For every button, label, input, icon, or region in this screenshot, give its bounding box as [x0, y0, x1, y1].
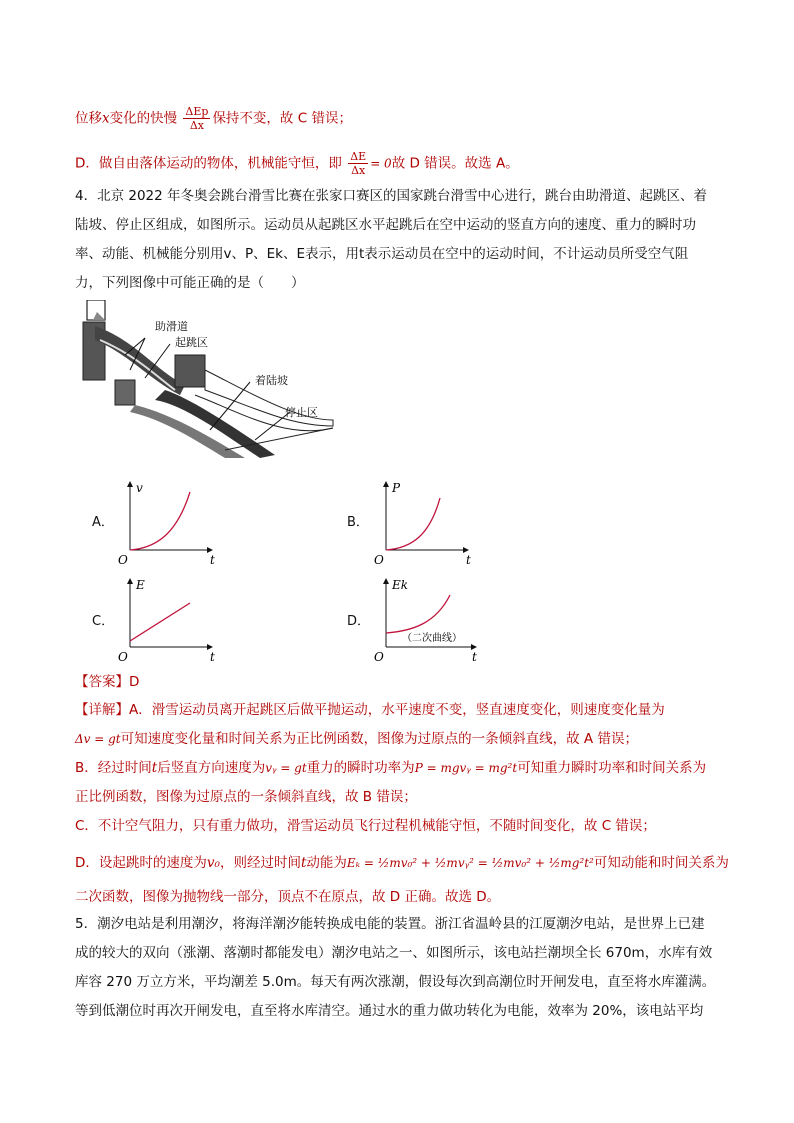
- math: Δv = gt: [75, 732, 121, 746]
- text: B．经过时间: [75, 760, 152, 776]
- graph-d-xlabel: t: [472, 650, 477, 663]
- math: = 0: [370, 156, 392, 171]
- text: 可知速度变化量和时间关系为正比例函数，图像为过原点的一条倾斜直线，故 A 错误；: [120, 731, 638, 747]
- q4-line-1: 4．北京 2022 年冬奥会跳台滑雪比赛在张家口赛区的国家跳台滑雪中心进行，跳台由助滑道、起跳区、着: [75, 188, 708, 204]
- graph-a-xlabel: t: [210, 553, 215, 566]
- top-line-1: [75, 105, 352, 132]
- graph-d-origin: O: [374, 650, 384, 663]
- graph-b: [368, 478, 478, 566]
- graph-a-ylabel: v: [136, 481, 143, 495]
- graph-b-ylabel: P: [392, 481, 401, 495]
- explain-b-line1: [75, 758, 706, 778]
- q5-line-2: 成的较大的双向（涨潮、落潮时都能发电）潮汐电站之一、如图所示，该电站拦潮坝全长 670m，水库有效: [75, 945, 713, 961]
- graph-d-note: （二次曲线）: [402, 633, 462, 644]
- explain-d-line1: [75, 853, 729, 873]
- text: 后竖直方向速度为: [157, 760, 266, 776]
- explain-a-line2: [75, 729, 638, 749]
- math: P = mgvᵧ = mg²t: [414, 761, 518, 775]
- q4-line-4: 力，下列图像中可能正确的是（ ）: [75, 275, 305, 291]
- explain-a-line1: [75, 700, 665, 720]
- option-b-label[interactable]: B．: [347, 515, 369, 530]
- text: 保持不变，故 C 错误；: [212, 110, 352, 127]
- fraction-dE-dx: [348, 150, 368, 177]
- label-zhuhuadao: 助滑道: [155, 320, 188, 333]
- graph-c-origin: O: [118, 650, 128, 663]
- text: 位移: [75, 110, 102, 127]
- q5-line-1: 5．潮汐电站是利用潮汐，将海洋潮汐能转换成电能的装置。浙江省温岭县的江厦潮汐电站，是世界上已建: [75, 916, 705, 932]
- text: D．设起跳时的速度为: [75, 855, 207, 871]
- graph-b-xlabel: t: [466, 553, 471, 566]
- math: Eₖ = ½mv₀² + ½mvᵧ² = ½mv₀² + ½mg²t²: [346, 856, 594, 870]
- var-t: t: [151, 760, 158, 776]
- text: D．做自由落体运动的物体，机械能守恒，即: [75, 155, 342, 172]
- q4-line-2: 陆坡、停止区组成，如图所示。运动员从起跳区水平起跳后在空中运动的竖直方向的速度、重力的瞬时功: [75, 217, 696, 233]
- text: 可知动能和时间关系为: [593, 855, 729, 871]
- option-a-label[interactable]: A．: [92, 515, 114, 530]
- q5-line-4: 等到低潮位时再次开闸发电，直至将水库清空。通过水的重力做功转化为电能，效率为 20%，该电站平均: [75, 1003, 704, 1019]
- var-x: x: [102, 110, 110, 127]
- frac-den: Δx: [351, 164, 366, 177]
- graph-b-origin: O: [374, 553, 384, 566]
- text: 可知重力瞬时功率和时间关系为: [517, 760, 707, 776]
- q4-line-3: 率、动能、机械能分别用v、P、Ek、E表示，用t表示运动员在空中的运动时间，不计运动员所受空气阻: [75, 246, 689, 262]
- option-d-label[interactable]: D．: [347, 614, 371, 629]
- text: 变化的快慢: [109, 110, 178, 127]
- graph-a-origin: O: [118, 553, 128, 566]
- answer-label: 【答案】D: [75, 674, 140, 690]
- explain-d-line2: 二次函数，图像为抛物线一部分，顶点不在原点，故 D 正确。故选 D。: [75, 889, 501, 905]
- fraction-dEp-dx: [183, 105, 210, 132]
- text: 故 D 错误。故选 A。: [391, 155, 519, 172]
- option-c-label[interactable]: C．: [92, 614, 115, 629]
- frac-num: ΔE: [350, 150, 367, 163]
- frac-den: Δx: [189, 119, 204, 132]
- ski-jump-figure: [75, 300, 335, 460]
- q5-line-3: 库容 270 万立方米，平均潮差 5.0m。每天有两次涨潮，假设每次到高潮位时开闸发电，直至将水库灌满。: [75, 974, 716, 990]
- graph-a: [112, 478, 222, 566]
- label-zhuolupo: 着陆坡: [255, 374, 288, 387]
- graph-d: [368, 575, 488, 663]
- math: vᵧ = gt: [265, 761, 307, 775]
- text: 动能为: [306, 855, 347, 871]
- frac-num: ΔEp: [185, 105, 209, 118]
- text: A．滑雪运动员离开起跳区后做平抛运动，水平速度不变，竖直速度变化，则速度变化量为: [129, 702, 665, 718]
- graph-c-ylabel: E: [136, 578, 145, 592]
- var-t: t: [300, 855, 307, 871]
- explain-c-line1: C．不计空气阻力，只有重力做功，滑雪运动员飞行过程机械能守恒，不随时间变化，故 C 错误；: [75, 818, 656, 834]
- graph-d-ylabel: Ek: [392, 578, 409, 592]
- var-v0: v₀: [206, 855, 220, 871]
- graph-c-xlabel: t: [210, 650, 215, 663]
- detail-label: 【详解】: [75, 702, 129, 718]
- explain-b-line2: 正比例函数，图像为过原点的一条倾斜直线，故 B 错误；: [75, 789, 417, 805]
- text: 重力的瞬时功率为: [306, 760, 415, 776]
- top-line-2: [75, 150, 519, 177]
- label-tingzhiqu: 停止区: [285, 406, 318, 419]
- text: ，则经过时间: [219, 855, 301, 871]
- graph-c: [112, 575, 222, 663]
- label-qitiaoqu: 起跳区: [175, 336, 208, 349]
